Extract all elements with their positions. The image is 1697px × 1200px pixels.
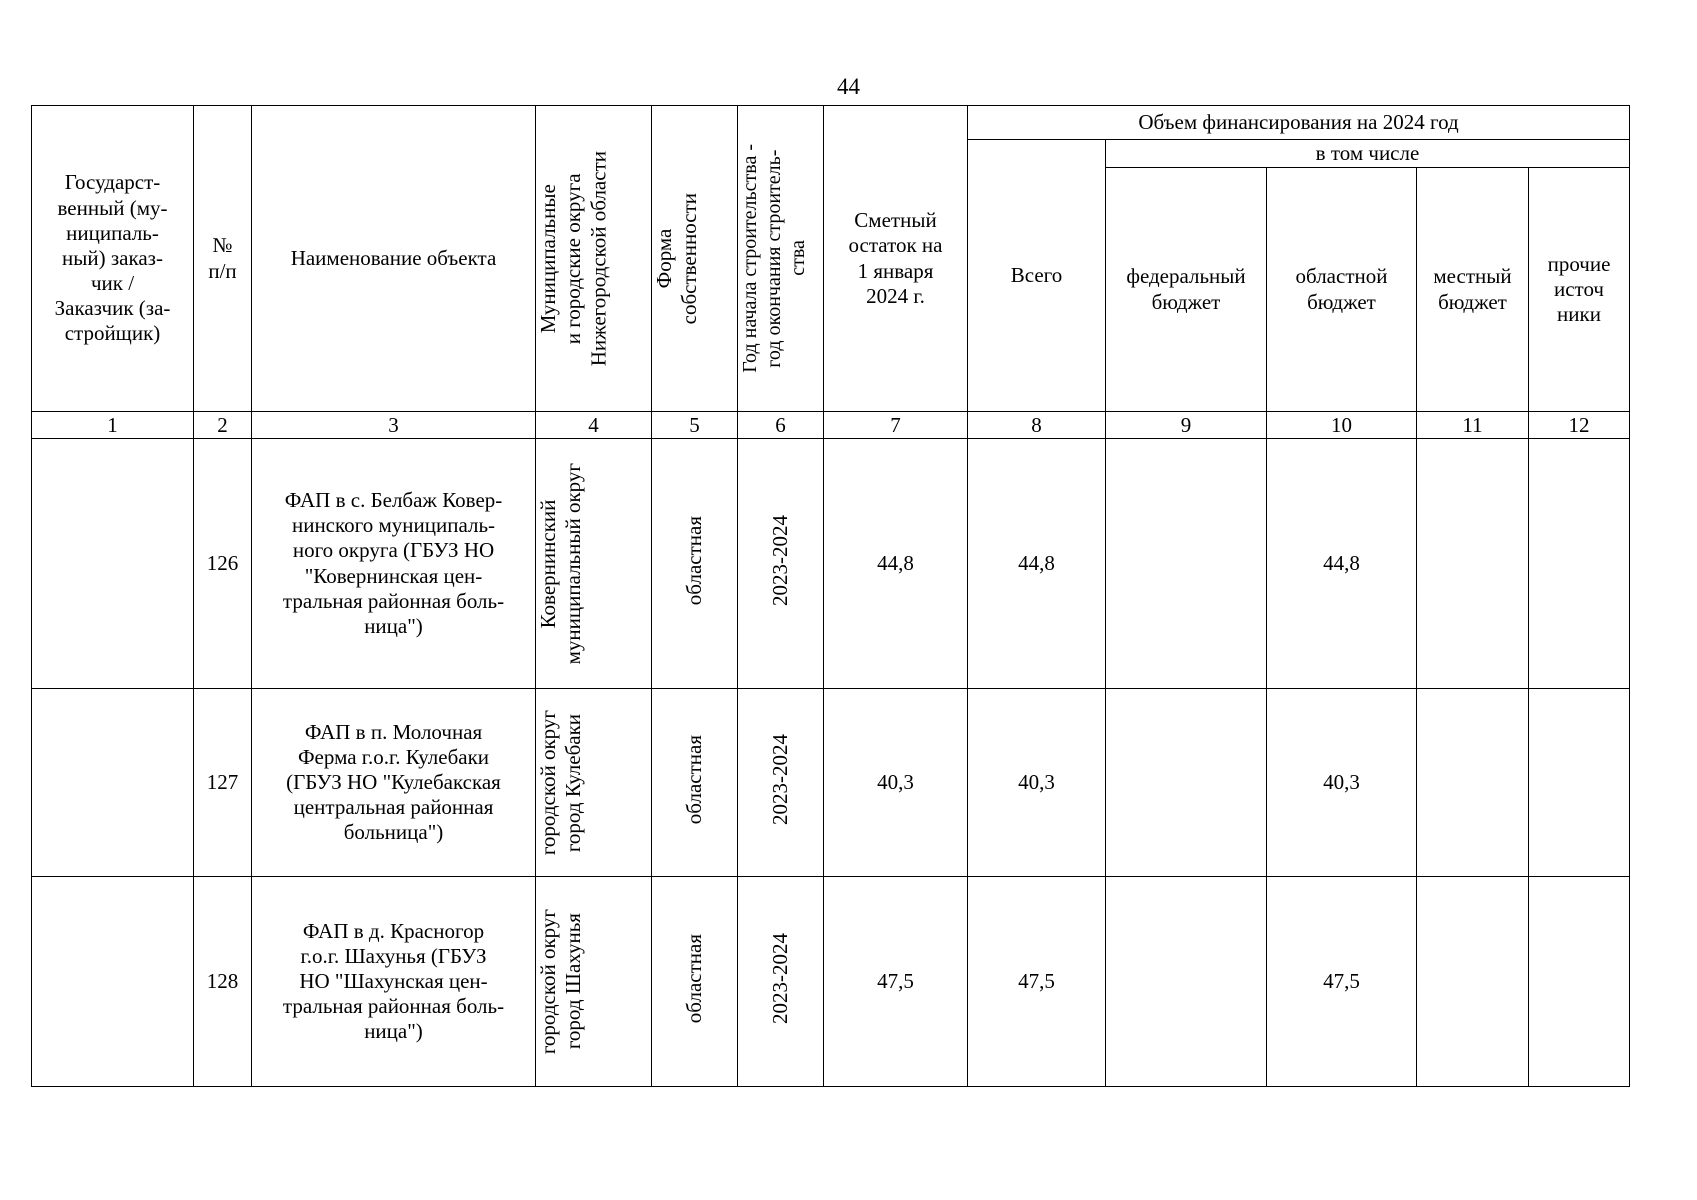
row-customer [32,439,194,689]
row-ownership: областная [652,439,738,689]
row-estimate: 44,8 [824,439,968,689]
row-other [1529,439,1630,689]
row-federal [1106,877,1267,1087]
page-number: 44 [837,74,860,99]
financing-table [31,105,1630,1087]
row-ownership: областная [652,877,738,1087]
column-number: 3 [252,412,536,439]
row-other [1529,877,1630,1087]
row-object-name: ФАП в д. Красногор г.о.г. Шахунья (ГБУЗ НО "Шахунская цен- тральная районная боль- ница") [252,877,536,1087]
row-years: 2023-2024 [738,439,824,689]
row-total: 40,3 [968,689,1106,877]
row-estimate: 47,5 [824,877,968,1087]
row-years: 2023-2024 [738,689,824,877]
row-num: 126 [194,439,252,689]
column-number: 11 [1417,412,1529,439]
row-object-name: ФАП в с. Белбаж Ковер- нинского муниципаль- ного округа (ГБУЗ НО "Ковернинская цен- тральная районная боль- ница") [252,439,536,689]
column-number: 5 [652,412,738,439]
row-ownership: областная [652,689,738,877]
table-row [32,877,1630,1087]
column-number: 12 [1529,412,1630,439]
row-local [1417,877,1529,1087]
row-num: 128 [194,877,252,1087]
header-row-1 [32,106,1630,140]
column-number: 7 [824,412,968,439]
header-funding: Объем финансирования на 2024 год [968,106,1630,140]
header-municipal: Муниципальные и городские округа Нижегородской области [536,106,652,412]
column-number: 6 [738,412,824,439]
row-estimate: 40,3 [824,689,968,877]
header-other: прочие источ ники [1529,168,1630,412]
row-local [1417,689,1529,877]
column-number: 10 [1267,412,1417,439]
column-number: 8 [968,412,1106,439]
header-local: местный бюджет [1417,168,1529,412]
row-total: 44,8 [968,439,1106,689]
row-municipal: городской округ город Шахунья [536,877,652,1087]
header-estimate: Сметный остаток на 1 января 2024 г. [824,106,968,412]
header-including: в том числе [1106,140,1630,168]
table-row [32,689,1630,877]
header-federal: федеральный бюджет [1106,168,1267,412]
header-customer: Государст- венный (му- ниципаль- ный) заказ- чик / Заказчик (за- стройщик) [32,106,194,412]
header-ownership: Форма собственности [652,106,738,412]
row-federal [1106,439,1267,689]
header-num: № п/п [194,106,252,412]
header-regional: областной бюджет [1267,168,1417,412]
row-customer [32,877,194,1087]
row-regional: 40,3 [1267,689,1417,877]
row-federal [1106,689,1267,877]
column-number: 9 [1106,412,1267,439]
header-years: Год начала строительства - год окончания строитель- ства [738,106,824,412]
row-regional: 47,5 [1267,877,1417,1087]
column-number: 4 [536,412,652,439]
column-number: 2 [194,412,252,439]
row-years: 2023-2024 [738,877,824,1087]
row-total: 47,5 [968,877,1106,1087]
column-number: 1 [32,412,194,439]
row-num: 127 [194,689,252,877]
row-municipal: городской округ город Кулебаки [536,689,652,877]
row-object-name: ФАП в п. Молочная Ферма г.о.г. Кулебаки (ГБУЗ НО "Кулебакская центральная районная больница") [252,689,536,877]
header-total: Всего [968,140,1106,412]
column-number-row [32,412,1630,439]
row-customer [32,689,194,877]
row-regional: 44,8 [1267,439,1417,689]
row-other [1529,689,1630,877]
header-object-name: Наименование объекта [252,106,536,412]
row-municipal: Ковернинский муниципальный округ [536,439,652,689]
row-local [1417,439,1529,689]
table-row [32,439,1630,689]
